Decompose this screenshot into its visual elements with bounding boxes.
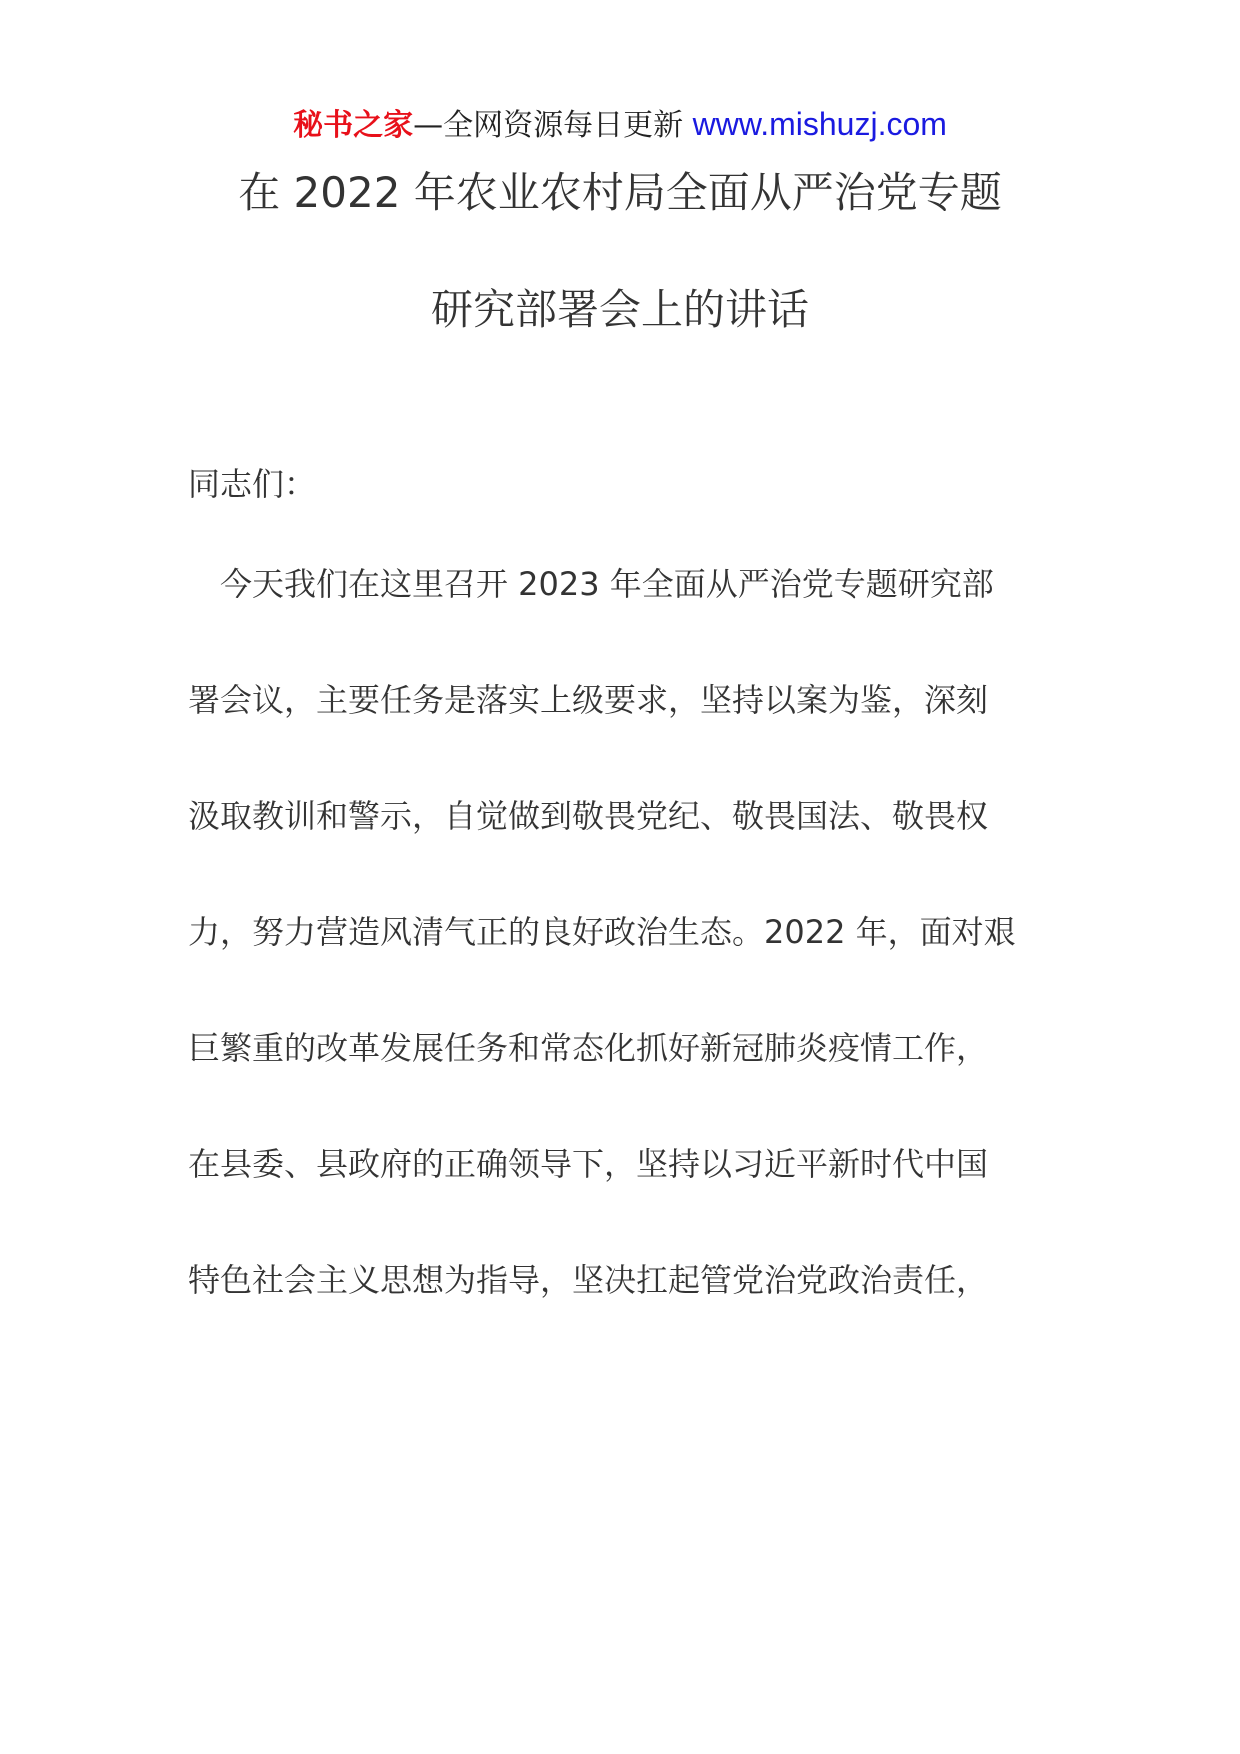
banner-tagline: —全网资源每日更新 [413, 108, 684, 143]
site-banner [0, 100, 1240, 150]
salutation: 同志们： [188, 465, 317, 503]
body-line-4: 力，努力营造风清气正的良好政治生态。2022 年，面对艰 [188, 913, 1016, 951]
body-line-6: 在县委、县政府的正确领导下，坚持以习近平新时代中国 [188, 1145, 989, 1183]
body-line-3: 汲取教训和警示，自觉做到敬畏党纪、敬畏国法、敬畏权 [188, 797, 989, 835]
body-line-1: 今天我们在这里召开 2023 年全面从严治党专题研究部 [188, 565, 994, 603]
document-title-line-1: 在 2022 年农业农村局全面从严治党专题 [238, 168, 1002, 217]
body-line-5: 巨繁重的改革发展任务和常态化抓好新冠肺炎疫情工作， [188, 1029, 989, 1067]
body-line-7: 特色社会主义思想为指导，坚决扛起管党治党政治责任， [188, 1261, 989, 1299]
document-title-line-2: 研究部署会上的讲话 [430, 285, 809, 334]
body-line-2: 署会议，主要任务是落实上级要求，坚持以案为鉴，深刻 [188, 681, 989, 719]
site-url-link[interactable]: www.mishuzj.com [692, 106, 947, 142]
brand-name: 秘书之家 [293, 108, 414, 143]
